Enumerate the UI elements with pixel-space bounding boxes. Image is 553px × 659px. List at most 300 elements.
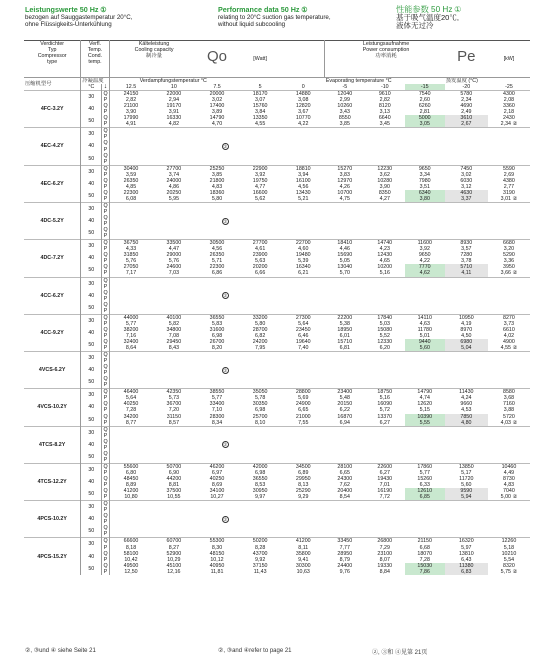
table-cell: 4,23 [379,246,390,253]
row-letter: Q [103,177,108,184]
table-cell: 6,46 [298,332,309,339]
table-cell: 21150 [405,538,445,545]
temp-header-de2: Temp. [87,47,103,54]
row-letter: P [103,544,108,551]
row-letter: Q [103,426,108,433]
table-cell: 2,67 [445,121,488,128]
table-cell: 8,34 [211,419,223,426]
table-cell: 4,03 ② [500,419,518,426]
table-cell: 16320 [445,538,488,545]
model-name: 4VCS-6.2Y [24,352,81,389]
table-cell: 4,61 [254,246,266,253]
table-cell: 40950 [209,562,225,569]
table-cell: 42350 [152,389,195,396]
table-cell: 33500 [152,240,195,247]
table-cell: 8270 [488,314,530,321]
table-cell: 12820 [295,103,311,110]
table-cell: 6,90 [168,469,180,476]
evap-temp-9: -25 [505,84,513,91]
table-cell: 36700 [166,401,182,408]
table-cell: 3,07 [254,97,266,104]
header-en-line1: relating to 20°C suction gas temperature, [218,14,331,22]
table-cell: 4,49 [503,469,515,476]
table-cell: 8,89 [125,482,137,489]
table-cell: 12330 [377,338,393,345]
cond-temp: 40 [81,178,102,190]
table-cell: 11,81 [210,568,224,575]
table-cell: 2,77 [503,183,515,190]
table-cell: 3,37 [445,196,488,203]
table-cell: 6,66 [254,270,266,277]
table-cell: 6,80 [125,469,137,476]
table-cell: 4,53 [461,407,472,414]
table-cell: 3,84 [254,109,266,116]
header-en-line2: without liquid subcooling [218,21,286,29]
type-header-en2: type [47,59,58,66]
table-cell: 5,04 [445,345,488,352]
table-cell: 22300 [123,189,139,196]
row-letter: P [103,494,108,501]
table-cell: 37500 [166,488,182,495]
evap-temp-8: -20 [462,84,471,91]
table-cell: 6640 [378,115,391,122]
table-cell: 5,80 [211,195,223,202]
table-cell: 6,20 [379,345,390,352]
table-cell: 3,85 [339,121,350,128]
table-cell: 5,77 [211,395,223,402]
type-header-de2: Typ [47,47,57,54]
model-name: 4VCS-10.2Y [24,389,81,426]
table-cell: 8,11 [298,544,309,551]
table-cell: 23900 [252,252,268,259]
table-cell: 13040 [337,264,353,271]
table-cell: 5,00 ② [500,494,518,501]
table-cell: 24400 [337,562,353,569]
table-cell: 15080 [377,326,393,333]
table-cell: 35800 [295,550,311,557]
table-cell: 3,02 [461,171,472,178]
cond-temp: 40 [81,439,102,451]
table-cell: 8,07 [379,556,390,563]
table-cell: 21000 [295,413,311,420]
table-cell: 7770 [405,264,445,270]
table-cell: 5,16 [379,270,390,277]
table-cell: 22900 [239,165,282,172]
table-cell: 11430 [445,389,488,396]
table-cell: 9650 [405,165,445,172]
table-cell: 25250 [195,165,238,172]
table-cell: 3,73 [503,320,515,327]
table-cell: 3,51 [419,183,430,190]
table-cell: 8,43 [168,345,180,352]
table-cell: 20000 [195,91,238,98]
header-en-mark: ① [301,5,308,14]
cond-temp: 50 [81,563,102,575]
table-cell: 8320 [503,562,515,569]
table-cell: 3,01 ② [500,195,518,202]
table-cell: 4,91 [125,121,137,128]
table-cell: 8,27 [168,544,180,551]
row-letter: Q [103,562,108,569]
capacity-header-en: Cooling capacity [134,47,174,54]
row-letter: Q [103,513,108,520]
table-cell: 11780 [417,326,432,333]
row-letter: P [103,158,108,165]
cond-temp: 30 [81,128,102,141]
table-cell: 5,71 [211,258,223,265]
table-cell: 3,05 [405,121,445,128]
table-cell: 8930 [445,240,488,247]
row-letter: P [103,482,108,489]
cond-temp: 50 [81,488,102,501]
table-cell: 19480 [295,252,311,259]
model-name: 4CC-9.2Y [24,314,81,351]
row-letter: P [103,233,108,240]
table-cell: 8970 [460,326,473,333]
table-cell: 26350 [123,177,139,184]
table-cell: 5,77 [125,320,137,327]
table-row [24,501,530,508]
table-cell: 50700 [152,463,195,470]
table-cell: 4,50 [461,332,472,339]
power-header-de: Leistungsaufnahme [362,41,410,47]
table-cell: 31850 [123,252,139,259]
table-cell: 12430 [377,252,393,259]
table-cell: 36750 [109,240,152,247]
table-cell: 3,43 [339,109,350,116]
table-cell: 6,01 [339,332,350,339]
table-cell: 4,74 [419,395,430,402]
table-cell: 10,42 [124,556,138,563]
cond-temp: 30 [81,538,102,551]
table-cell: 60700 [152,538,195,545]
cond-temp: 40 [81,364,102,376]
row-letter: P [103,246,108,253]
table-cell: 34800 [166,326,182,333]
table-cell: 5,63 [254,258,266,265]
table-cell: 7160 [503,401,515,408]
row-letter: P [103,183,108,190]
table-cell: 3,78 [461,258,472,265]
table-cell: 6260 [418,103,431,110]
table-cell: 55600 [109,463,152,470]
table-cell: 41200 [123,488,139,495]
row-letter: P [103,345,108,352]
table-row [24,352,530,359]
table-cell: 4300 [488,91,530,98]
table-cell: 8,13 [298,482,309,489]
table-cell: 5,16 [379,395,390,402]
header-zh-title: 性能参数 50 Hz [396,5,453,14]
row-letter: P [103,332,108,339]
table-cell: 10,29 [167,556,181,563]
table-cell: 7,29 [379,544,390,551]
table-cell: 12,50 [124,568,138,575]
table-cell: 21100 [123,103,139,110]
table-cell: 30300 [295,562,311,569]
table-cell: 6,81 [339,345,350,352]
table-cell: 17990 [123,115,139,122]
table-cell: 46200 [195,463,238,470]
table-cell: 25700 [252,413,268,420]
table-cell: 9,92 [254,556,266,563]
table-cell: 5,80 [254,320,266,327]
table-cell: 18360 [209,189,225,196]
row-letter: Q [103,352,108,359]
table-cell: 22200 [325,314,365,321]
table-cell: 16330 [166,115,182,122]
table-cell: 38550 [195,389,238,396]
table-cell: 30350 [252,401,268,408]
row-letter: Q [103,538,108,545]
table-cell: 18750 [365,389,405,396]
model-name: 4TCS-8.2Y [24,426,81,463]
table-cell: 5,76 [168,258,180,265]
table-cell: 44000 [109,314,152,321]
row-letter: P [103,258,108,265]
row-letter: Q [103,376,108,383]
table-cell: 20150 [337,401,353,408]
row-letter: Q [103,314,108,321]
table-cell: 4,22 [298,121,309,128]
table-cell: 8,64 [125,345,137,352]
table-cell: 5,60 [461,482,472,489]
row-letter: P [103,195,108,202]
table-cell: 11380 [445,563,488,569]
table-cell: 33200 [239,314,282,321]
table-cell: 3,36 [503,258,515,265]
cond-temp: 30 [81,202,102,215]
empty-model-cell [109,128,530,165]
row-letter: Q [103,152,108,159]
table-cell: 7980 [418,177,431,184]
table-cell: 5,55 [405,420,445,427]
temp-header [81,41,109,78]
table-cell: 25290 [295,488,311,495]
table-cell: 48150 [209,550,225,557]
header-en-title: Performance data 50 Hz [218,5,300,14]
table-cell: 3,85 [211,171,223,178]
table-cell: 10,80 [124,494,138,501]
row-letter: Q [103,301,108,308]
capacity-header [109,41,195,78]
table-cell: 4,22 [419,258,430,265]
table-cell: 44200 [166,476,182,482]
table-cell: 3,68 [503,395,515,402]
table-cell: 27300 [282,314,325,321]
table-cell: 38200 [123,326,139,333]
table-cell: 8,28 [254,544,266,551]
header-de-title: Leistungswerte 50 Hz [25,5,99,14]
table-cell: 27050 [123,264,139,271]
table-cell: 5,48 [339,395,350,402]
table-cell: 6,21 [298,270,309,277]
row-letter: Q [103,140,108,147]
table-cell: 9,97 [254,494,266,501]
table-cell: 19430 [377,476,393,482]
table-cell: 8,20 [211,345,223,352]
table-cell: 34100 [209,488,225,495]
table-cell: 11,43 [253,568,267,575]
cond-temp: 50 [81,339,102,352]
table-cell: 43700 [252,550,268,557]
table-cell: 24000 [166,177,182,184]
table-cell: 4,02 [503,332,515,339]
table-cell: 26700 [209,338,225,345]
table-cell: 6,98 [254,469,266,476]
table-cell: 6,68 [419,544,430,551]
table-cell: 3,91 [168,109,180,116]
table-cell: 5780 [445,91,488,98]
row-letter: Q [103,389,108,396]
model-name: 4DC-5.2Y [24,202,81,239]
table-cell: 34200 [123,413,139,420]
table-cell: 4,55 [254,121,266,128]
table-cell: 22300 [209,264,225,271]
table-cell: 17840 [365,314,405,321]
row-letter: P [103,307,108,314]
temp-header-en2: temp. [88,59,102,66]
table-cell: 24150 [109,91,152,98]
table-cell: 23450 [295,326,311,333]
table-cell: 28100 [325,463,365,470]
table-cell: 3,67 [298,109,309,116]
model-name: 4PCS-10.2Y [24,501,81,538]
table-cell: 31150 [166,413,182,420]
table-cell: 8,77 [125,419,137,426]
model-name: 4CC-6.2Y [24,277,81,314]
row-letter: P [103,146,108,153]
table-cell: 18170 [239,91,282,98]
header-zh-line2: 液体无过冷 [396,21,434,31]
table-cell: 9,76 [339,568,350,575]
table-cell: 3950 [503,264,515,271]
row-letter: P [103,382,108,389]
table-cell: 6,98 [254,407,266,414]
cond-temp: 30 [81,277,102,290]
table-cell: 6,82 [254,332,266,339]
table-cell: 19330 [377,562,393,569]
header-de [25,6,132,29]
temp-header-zh: 冷凝温度 [81,78,109,85]
note-mark: ② [223,516,228,522]
table-cell: 36550 [252,476,268,482]
cond-temp: 50 [81,451,102,464]
table-cell: 6610 [503,326,515,333]
power-symbol-text: Pe [457,48,476,66]
table-cell: 33400 [209,401,225,408]
table-cell: 21800 [209,177,225,184]
evap-header-zh: 蒸发温度 (°C) [445,78,478,84]
table-cell: 9590 [445,488,488,494]
table-cell: 4,56 [211,246,223,253]
table-cell: 3610 [445,115,488,121]
header-de-mark: ① [100,5,107,14]
row-letter: P [103,556,108,563]
row-letter: Q [103,413,108,420]
header-spacer [282,41,325,78]
table-cell: 2,99 [339,97,350,104]
cond-temp: 50 [81,414,102,427]
table-cell: 7,17 [125,270,137,277]
row-letter: Q [103,476,108,482]
table-cell: 29450 [166,338,182,345]
model-name: 4EC-6.2Y [24,165,81,202]
row-letter: Q [103,501,108,508]
table-body [24,91,530,575]
table-cell: 3,90 [125,109,137,116]
table-cell: 19170 [166,103,182,110]
table-cell: 4900 [503,338,515,345]
cond-temp: 40 [81,103,102,115]
power-header [325,41,445,78]
table-cell: 6,65 [339,469,350,476]
table-cell: 9440 [405,339,445,345]
table-cell: 7040 [503,488,515,495]
row-letter: Q [103,463,108,470]
row-letter: P [103,320,108,327]
table-cell: 10390 [405,414,445,420]
table-cell: 8,79 [339,556,350,563]
table-cell: 6,94 [339,419,350,426]
table-cell: 48450 [123,476,139,482]
header-zh-line1: 基于吸气温度20℃, [396,13,459,23]
table-cell: 10260 [337,103,353,110]
table-cell: 7,95 [254,345,266,352]
row-letter: Q [103,165,108,172]
table-cell: 15030 [405,563,445,569]
table-cell: 7,40 [298,345,309,352]
type-header-de: Verdichter [40,41,65,47]
table-cell: 15690 [337,252,353,259]
table-cell: 23100 [377,550,393,557]
table-cell: 6,83 [445,569,488,575]
table-cell: 5,18 [503,544,515,551]
table-cell: 12230 [365,165,405,172]
table-cell: 6,33 [419,482,430,489]
cond-temp: 30 [81,426,102,439]
table-cell: 10,55 [167,494,181,501]
table-cell: 32400 [123,338,139,345]
row-letter: Q [103,401,108,408]
table-cell: 10280 [377,177,393,184]
table-cell: 6,08 [125,195,137,202]
table-cell: 6980 [445,339,488,345]
empty-model-cell [109,202,530,239]
row-letter: Q [103,438,108,445]
empty-model-cell [109,352,530,389]
table-cell: 5,17 [461,469,472,476]
table-cell: 22600 [365,463,405,470]
table-cell: 34500 [282,463,325,470]
table-cell: 33450 [325,538,365,545]
table-cell: 7,72 [379,494,390,501]
evap-temp-5: -5 [342,84,348,91]
table-cell: 4,24 [461,395,472,402]
row-letter: Q [103,202,108,209]
table-cell: 3,83 [339,171,350,178]
table-cell: 19750 [252,177,268,184]
cond-temp: 40 [81,551,102,563]
table-cell: 2,82 [125,97,137,104]
evap-temp-4: 0 [301,84,305,91]
table-cell: 27700 [152,165,195,172]
row-letter: Q [103,550,108,557]
table-row [24,277,530,284]
cond-temp: 30 [81,165,102,178]
note-mark: ② [223,293,228,299]
row-letter: Q [103,525,108,532]
